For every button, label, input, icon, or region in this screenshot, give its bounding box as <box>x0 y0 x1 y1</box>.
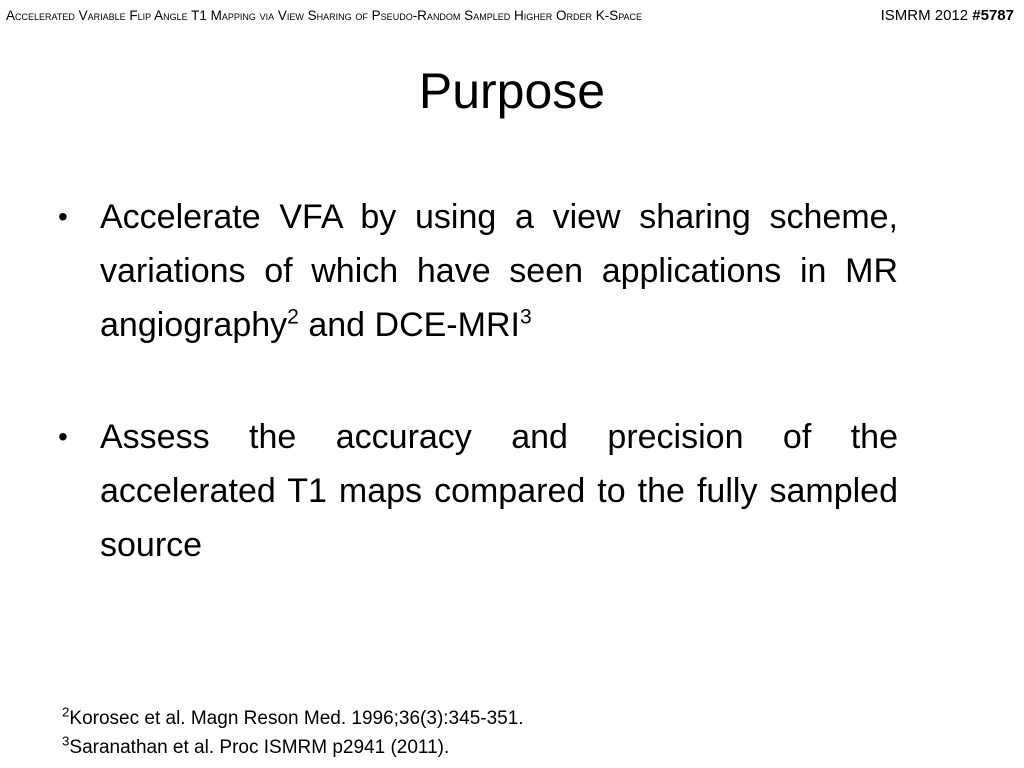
bullet-list <box>58 190 898 572</box>
header-title: Accelerated Variable Flip Angle T1 Mapping via View Sharing of Pseudo-Random Sampled Higher Order K-Space <box>6 8 643 23</box>
header-conference <box>881 7 1014 24</box>
bullet-text: Accelerate VFA by using a view sharing scheme, variations of which have seen applications in MR angiography <box>100 198 898 344</box>
reference-item <box>62 733 524 762</box>
reference-text: Saranathan et al. Proc ISMRM p2941 (2011). <box>69 737 450 758</box>
reference-number: 3 <box>62 733 70 749</box>
bullet-text-continued: and DCE-MRI <box>298 306 520 344</box>
bullet-dot: • <box>58 421 68 452</box>
abstract-number: #5787 <box>972 7 1014 24</box>
reference-text: Korosec et al. Magn Reson Med. 1996;36(3):345-351. <box>69 708 524 729</box>
citation-superscript: 3 <box>519 305 532 329</box>
slide-title: Purpose <box>418 63 606 119</box>
conference-name: ISMRM 2012 <box>880 7 969 24</box>
bullet-text: Assess the accuracy and precision of the accelerated T1 maps compared to the fully sampled source <box>100 418 898 564</box>
reference-number: 2 <box>62 704 70 720</box>
bullet-item-1 <box>58 190 898 352</box>
bullet-item-2 <box>58 410 898 572</box>
citation-superscript: 2 <box>287 305 299 329</box>
references <box>62 704 524 762</box>
bullet-dot: • <box>58 201 68 232</box>
reference-item <box>62 704 524 733</box>
